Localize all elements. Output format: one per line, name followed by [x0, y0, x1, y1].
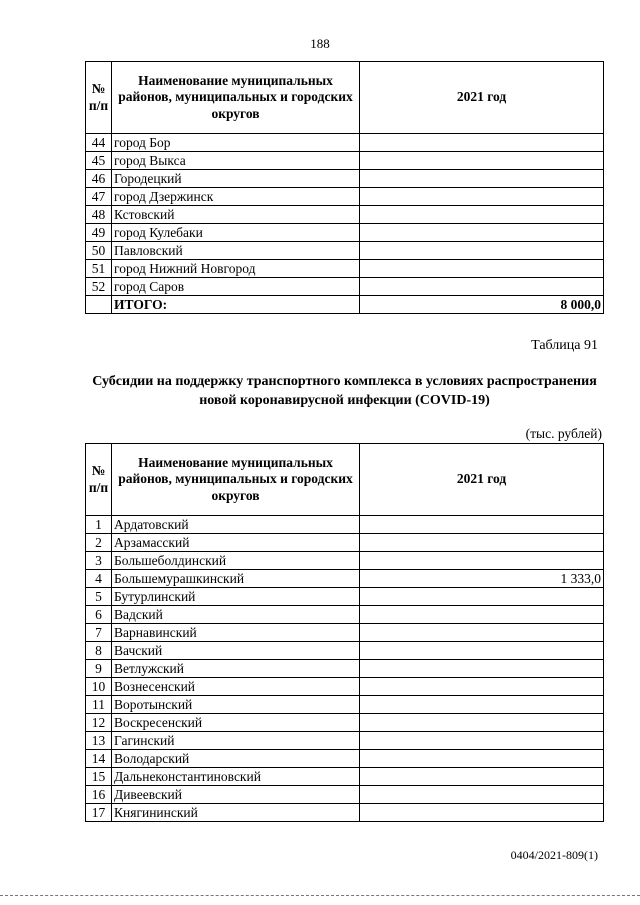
header-name: Наименование муниципальных районов, муниципальных и городских округов	[112, 444, 360, 516]
row-number: 11	[86, 696, 112, 714]
row-number: 3	[86, 552, 112, 570]
row-value	[360, 170, 604, 188]
table-row	[86, 570, 604, 588]
row-name: Арзамасский	[112, 534, 360, 552]
row-value	[360, 660, 604, 678]
header-name: Наименование муниципальных районов, муниципальных и городских округов	[112, 62, 360, 134]
row-value	[360, 732, 604, 750]
row-name: Бутурлинский	[112, 588, 360, 606]
row-name: город Дзержинск	[112, 188, 360, 206]
row-number: 1	[86, 516, 112, 534]
total-label: ИТОГО:	[112, 296, 360, 314]
row-value	[360, 242, 604, 260]
row-name: Вачский	[112, 642, 360, 660]
row-value	[360, 260, 604, 278]
table-row	[86, 714, 604, 732]
row-number: 12	[86, 714, 112, 732]
row-value	[360, 534, 604, 552]
row-value	[360, 606, 604, 624]
row-number: 46	[86, 170, 112, 188]
table-row	[86, 750, 604, 768]
row-number: 6	[86, 606, 112, 624]
row-name: город Бор	[112, 134, 360, 152]
row-name: Воскресенский	[112, 714, 360, 732]
row-value	[360, 552, 604, 570]
table-row	[86, 678, 604, 696]
row-value	[360, 134, 604, 152]
table-row	[86, 768, 604, 786]
row-value: 1 333,0	[360, 570, 604, 588]
table-row	[86, 732, 604, 750]
row-number: 13	[86, 732, 112, 750]
row-number: 14	[86, 750, 112, 768]
row-number: 10	[86, 678, 112, 696]
row-name: Гагинский	[112, 732, 360, 750]
table-row	[86, 606, 604, 624]
row-number: 2	[86, 534, 112, 552]
row-value	[360, 804, 604, 822]
row-number: 50	[86, 242, 112, 260]
table-row	[86, 552, 604, 570]
table-label: Таблица 91	[531, 338, 598, 353]
row-number: 45	[86, 152, 112, 170]
document-code: 0404/2021-809(1)	[510, 848, 598, 862]
row-name: Большеболдинский	[112, 552, 360, 570]
header-year: 2021 год	[360, 444, 604, 516]
bottom-rule	[0, 895, 640, 896]
row-value	[360, 224, 604, 242]
row-number: 52	[86, 278, 112, 296]
row-number: 9	[86, 660, 112, 678]
row-number: 15	[86, 768, 112, 786]
table-row	[86, 152, 604, 170]
row-number: 17	[86, 804, 112, 822]
row-value	[360, 642, 604, 660]
table-row	[86, 206, 604, 224]
total-row	[86, 296, 604, 314]
row-number: 51	[86, 260, 112, 278]
table-91	[85, 443, 604, 822]
table-row	[86, 224, 604, 242]
table-row	[86, 242, 604, 260]
row-value	[360, 278, 604, 296]
row-value	[360, 696, 604, 714]
row-name: Вознесенский	[112, 678, 360, 696]
row-number: 49	[86, 224, 112, 242]
row-name: Кстовский	[112, 206, 360, 224]
row-name: город Саров	[112, 278, 360, 296]
row-name: Вадский	[112, 606, 360, 624]
row-name: Воротынский	[112, 696, 360, 714]
row-name: Ветлужский	[112, 660, 360, 678]
table-row	[86, 516, 604, 534]
row-value	[360, 588, 604, 606]
table-row	[86, 188, 604, 206]
table-row	[86, 660, 604, 678]
row-name: Городецкий	[112, 170, 360, 188]
table-row	[86, 170, 604, 188]
row-name: город Кулебаки	[112, 224, 360, 242]
total-empty-cell	[86, 296, 112, 314]
table-91-body	[86, 516, 604, 822]
units-label: (тыс. рублей)	[525, 426, 602, 441]
table-row	[86, 804, 604, 822]
total-value: 8 000,0	[360, 296, 604, 314]
row-name: город Выкса	[112, 152, 360, 170]
table-row	[86, 278, 604, 296]
header-num: № п/п	[86, 444, 112, 516]
row-value	[360, 188, 604, 206]
table-row	[86, 696, 604, 714]
row-number: 16	[86, 786, 112, 804]
row-value	[360, 152, 604, 170]
row-value	[360, 786, 604, 804]
row-value	[360, 678, 604, 696]
table-row	[86, 642, 604, 660]
row-name: Павловский	[112, 242, 360, 260]
row-number: 5	[86, 588, 112, 606]
row-value	[360, 206, 604, 224]
row-name: город Нижний Новгород	[112, 260, 360, 278]
row-number: 48	[86, 206, 112, 224]
header-num: № п/п	[86, 62, 112, 134]
row-name: Большемурашкинский	[112, 570, 360, 588]
table-row	[86, 134, 604, 152]
row-name: Ардатовский	[112, 516, 360, 534]
row-value	[360, 624, 604, 642]
row-number: 4	[86, 570, 112, 588]
table-row	[86, 588, 604, 606]
table-continued-body	[86, 134, 604, 314]
row-number: 47	[86, 188, 112, 206]
row-value	[360, 768, 604, 786]
row-value	[360, 750, 604, 768]
row-name: Княгининский	[112, 804, 360, 822]
row-value	[360, 714, 604, 732]
table-continued	[85, 61, 604, 314]
row-name: Володарский	[112, 750, 360, 768]
table-row	[86, 534, 604, 552]
table-row	[86, 260, 604, 278]
row-number: 7	[86, 624, 112, 642]
row-name: Варнавинский	[112, 624, 360, 642]
table-row	[86, 624, 604, 642]
table-title: Субсидии на поддержку транспортного комплекса в условиях распространения новой коронавирусной инфекции (COVID-19)	[92, 374, 597, 408]
table-row	[86, 786, 604, 804]
row-name: Дивеевский	[112, 786, 360, 804]
row-number: 44	[86, 134, 112, 152]
row-number: 8	[86, 642, 112, 660]
page-number: 188	[310, 36, 330, 51]
row-value	[360, 516, 604, 534]
header-year: 2021 год	[360, 62, 604, 134]
row-name: Дальнеконстантиновский	[112, 768, 360, 786]
